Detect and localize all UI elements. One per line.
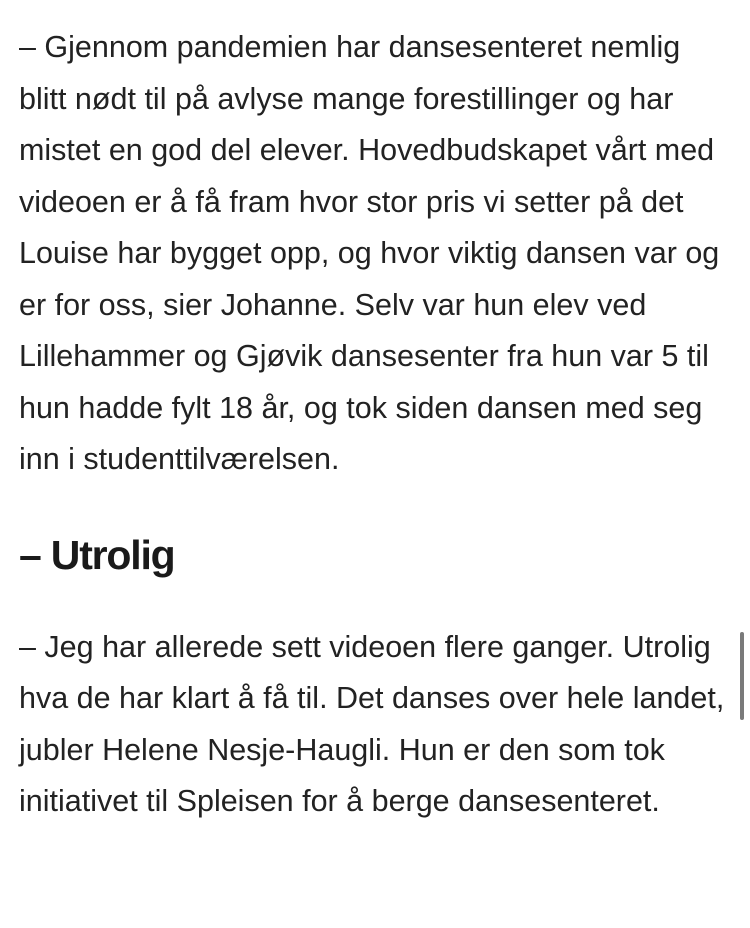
article-subheading: – Utrolig bbox=[19, 531, 175, 578]
scrollbar-thumb[interactable] bbox=[740, 632, 744, 720]
article-paragraph: – Jeg har allerede sett videoen flere ganger. Utrolig hva de har klart å få til. Det danses over hele landet, jubler Helene Nesje-Haugli. Hun er den som tok initiativet til Spleisen for å berge dansesenteret. bbox=[19, 629, 725, 818]
article-paragraph: – Gjennom pandemien har dansesenteret nemlig blitt nødt til på avlyse mange forestillinger og har mistet en god del elever. Hovedbudskapet vårt med videoen er å få fram hvor stor pris vi setter på det Louise har bygget opp, og hvor viktig dansen var og er for oss, sier Johanne. Selv var hun elev ved Lillehammer og Gjøvik dansesenter fra hun var 5 til hun hadde fylt 18 år, og tok siden dansen med seg inn i studenttilværelsen. bbox=[19, 30, 720, 476]
article-body bbox=[19, 22, 735, 828]
